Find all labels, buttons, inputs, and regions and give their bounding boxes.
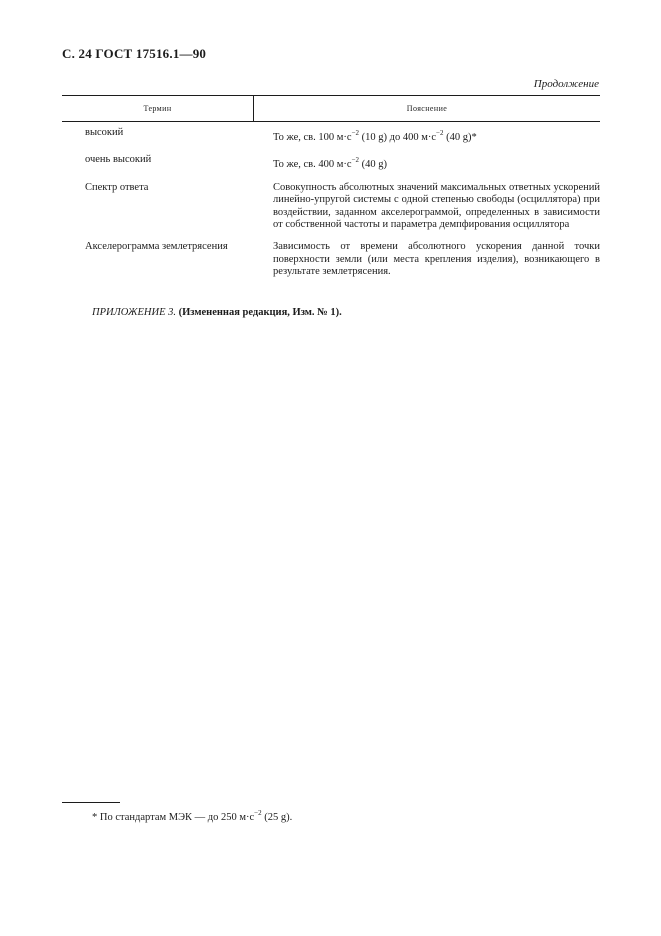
superscript: −2 [351,156,360,165]
explanation-text: То же, св. 400 м·с [273,159,352,171]
footnote-divider [62,802,120,803]
explanation-text: (40 g) [359,159,388,171]
page-header: С. 24 ГОСТ 17516.1—90 [62,46,207,61]
appendix-note [92,307,342,318]
column-header-term: Термин [62,96,254,121]
explanation-cell: Зависимость от времени абсолютного ускорения данной точки поверхности земли (или места крепления изделия), возникающего в результате землетрясения. [273,241,600,278]
superscript: −2 [351,129,360,137]
table-row [62,241,600,278]
table-row [62,182,600,232]
term-cell: высокий [85,127,124,138]
explanation-cell [253,154,600,171]
footnote-text: (25 g). [261,812,293,823]
table-row [62,127,600,144]
explanation-text: То же, св. 100 м·с [273,132,352,143]
term-cell: Спектр ответа [85,181,149,193]
superscript: −2 [436,129,444,137]
explanation-cell [253,127,600,144]
terms-table [62,95,600,279]
explanation-text: (10 g) до 400 м·с [359,132,437,143]
continuation-label: Продолжение [533,78,599,90]
appendix-lead: ПРИЛОЖЕНИЕ 3. [92,307,176,318]
footnote [92,809,292,823]
footnote-text: * По стандартам МЭК — до 250 м·с [92,812,255,823]
table-header [62,95,600,122]
column-header-explanation: Пояснение [406,104,448,113]
term-cell: очень высокий [85,154,152,166]
explanation-cell: Совокупность абсолютных значений максимальных ответных ускорений линейно-упругой системы с одной степенью свободы (осциллятора) при воздействии, заданном акселерограммой, определенных в зависимости от собственной частоты и параметра демпфирования осциллятора [273,181,600,231]
appendix-edition: (Измененная редакция, Изм. № 1). [176,307,342,318]
explanation-text: (40 g)* [443,132,477,143]
table-row [62,154,600,171]
term-cell: Акселерограмма землетрясения [85,241,228,253]
superscript: −2 [254,809,262,817]
